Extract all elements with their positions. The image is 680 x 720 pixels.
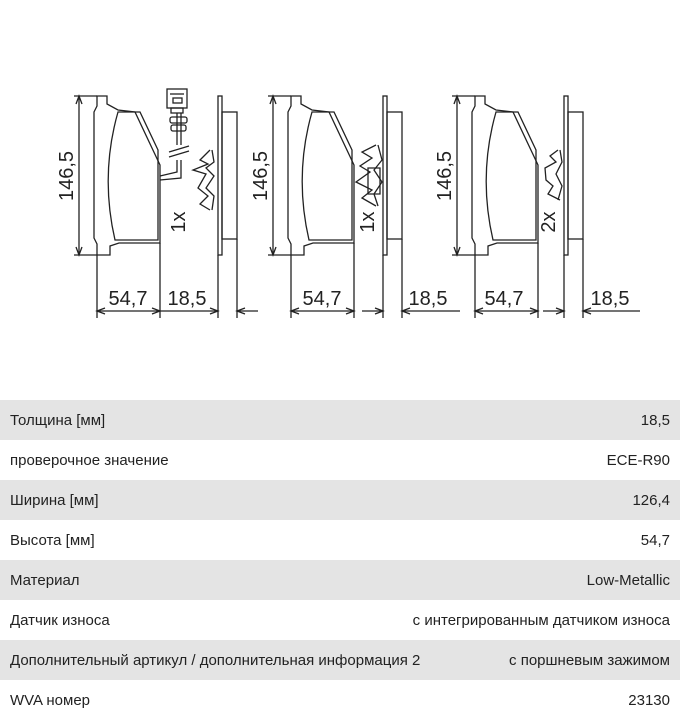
spec-value: 126,4 [632,491,670,509]
pad-2-height-label: 146,5 [250,150,272,202]
pad-2-quantity-label: 1x [357,211,379,233]
pad-3-width-label: 54,7 [484,288,524,310]
spec-row-material [0,560,680,600]
pad-1-quantity-label: 1x [168,211,190,233]
pad-1-width-label: 54,7 [108,288,148,310]
spec-value: 18,5 [640,411,670,429]
spec-label: проверочное значение [10,451,169,469]
spec-label: Ширина [мм] [10,491,99,509]
pad-1-thickness-label: 18,5 [167,288,207,310]
pad-drawing-3 [452,96,640,318]
specifications-table [0,400,680,720]
spec-label: Толщина [мм] [10,411,106,429]
spec-row-height [0,520,680,560]
spec-value: ECE-R90 [606,451,670,469]
spec-row-wear-sensor [0,600,680,640]
spec-row-width [0,480,680,520]
spec-value: с поршневым зажимом [509,651,670,669]
spec-value: Low-Metallic [586,571,670,589]
spec-value: с интегрированным датчиком износа [412,611,670,629]
spec-label: WVA номер [10,691,91,709]
spec-row-additional-info [0,640,680,680]
pad-drawing-1 [74,89,258,318]
spec-row-test-value [0,440,680,480]
pad-3-height-label: 146,5 [434,150,456,202]
spec-label: Датчик износа [10,611,110,629]
spec-row-wva-number [0,680,680,720]
spec-value: 54,7 [640,531,670,549]
pad-1-height-label: 146,5 [56,150,78,202]
pad-3-quantity-label: 2x [538,211,560,233]
pad-drawing-2 [268,96,460,318]
spec-row-thickness [0,400,680,440]
pad-2-width-label: 54,7 [302,288,342,310]
pad-3-thickness-label: 18,5 [590,288,630,310]
spec-label: Дополнительный артикул / дополнительная информация 2 [10,651,421,669]
spec-value: 23130 [628,691,670,709]
pad-2-thickness-label: 18,5 [408,288,448,310]
spec-label: Материал [10,571,80,589]
spec-label: Высота [мм] [10,531,95,549]
